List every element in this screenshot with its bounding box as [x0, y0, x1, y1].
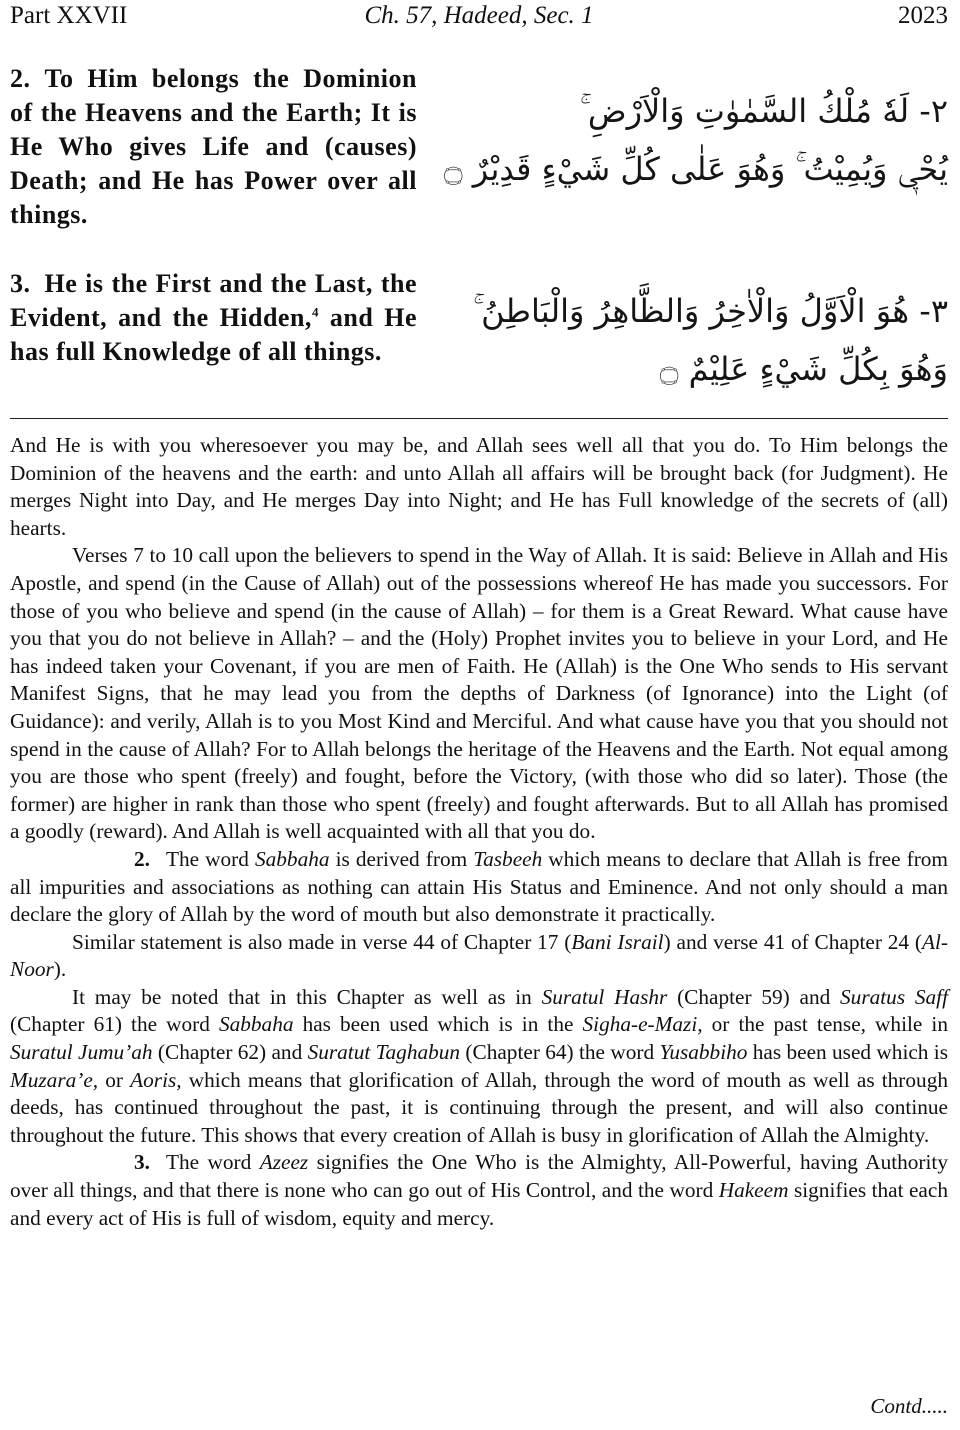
note-text: ). — [53, 957, 67, 982]
note-text: or — [98, 1067, 131, 1092]
verse-number: 2. — [10, 64, 31, 93]
italic-term: Yusabbiho — [659, 1040, 748, 1065]
italic-term: Hakeem — [718, 1178, 789, 1203]
note-text: (Chapter 62) and — [152, 1040, 308, 1065]
italic-term: Bani Israil — [571, 929, 664, 954]
italic-term: Sabbaha — [254, 846, 330, 871]
commentary-paragraph: Verses 7 to 10 call upon the believers to spend in the Way of Allah. It is said: Believe in Allah and His Apostle, and spend (in the Cause of Allah) out of the possessions whereof He has made you successors. For those of you who believe and spend (in the cause of Allah) – for them is a Great Reward. What cause have you that you do not believe in Allah? – and the (Holy) Prophet invites you to believe in your Lord, and He has indeed taken your Covenant, if you are men of Faith. He (Allah) is the One Who sends to His servant Manifest Signs, that he may lead you from the depths of Darkness (of Ignorance) into the Light (of Guidance): and verily, Allah is to you Most Kind and Merciful. And what cause have you that you should not spend in the cause of Allah? For to Allah belongs the heritage of the Heavens and the Earth. Not equal among you are those who spent (freely) and fought, before the Victory, (with those who did so later). Those (the former) are higher in rank than those who spent (freely) and fought afterwards. But to all Allah has promised a goodly (reward). And Allah is well acquainted with all that you do. — [10, 543, 948, 844]
note-text: has been used which is in the — [293, 1012, 583, 1037]
note-text: which means that glorification of Allah, through the word of mouth as well as through deeds, has continued throughout the past, it is continuing through the present, and will also continue throughout the future. This shows that every creation of Allah is busy in glorification of Allah the Almighty. — [10, 1067, 948, 1147]
verse-text: He is the First and the Last, the Evident, and the Hidden, — [10, 269, 417, 332]
note-text: It may be noted that in this Chapter as well as in — [72, 984, 542, 1009]
italic-term: Al-Noor — [10, 929, 949, 982]
italic-term: Azeez — [259, 1150, 309, 1175]
verse-2-arabic — [443, 82, 948, 198]
note-text: (Chapter 59) and — [667, 984, 841, 1009]
note-text: (Chapter 64) the word — [460, 1040, 660, 1065]
verse-3-translation — [10, 267, 417, 369]
note-text: has been used which is — [747, 1040, 948, 1065]
verse-text: To Him belongs the Dominion of the Heavens and the Earth; It is He Who gives Life and (causes) Death; and He has Power over all things. — [10, 64, 417, 229]
italic-term: Sigha-e-Mazi, — [582, 1012, 703, 1037]
arabic-line: ٣- هُوَ الْاَوَّلُ وَالْاٰخِرُ وَالظَّاهِرُ وَالْبَاطِنُ ۚ — [473, 292, 948, 330]
note-3 — [10, 1149, 948, 1232]
verse-3-arabic — [458, 282, 948, 398]
commentary-paragraph — [10, 929, 948, 984]
italic-term: Sabbaha — [218, 1012, 294, 1037]
italic-term: Suratus Saff — [840, 984, 948, 1009]
chapter-title: Ch. 57, Hadeed, Sec. 1 — [364, 2, 594, 29]
note-text: signifies that each and every act of His is full of wisdom, equity and mercy. — [10, 1178, 948, 1230]
italic-term: Muzara’e, — [10, 1067, 99, 1092]
section-divider — [10, 418, 948, 419]
note-number: 3. — [134, 1150, 150, 1175]
note-2 — [10, 846, 948, 929]
italic-term: Suratul Hashr — [541, 984, 668, 1009]
arabic-line: وَهُوَ بِكُلِّ شَيْءٍ عَلِيْمٌ ۝ — [659, 350, 948, 388]
note-text: The word — [165, 846, 255, 871]
note-text: is derived from — [329, 846, 474, 871]
italic-term: Suratul Jumu’ah — [10, 1040, 153, 1065]
italic-term: Suratut Taghabun — [307, 1040, 461, 1065]
continued-label: Contd..... — [870, 1394, 948, 1418]
note-text: ) and verse 41 of Chapter 24 ( — [663, 929, 922, 954]
commentary-paragraph — [10, 984, 948, 1150]
commentary — [10, 432, 948, 1232]
arabic-line: ٢- لَهٗ مُلْكُ السَّمٰوٰتِ وَالْاَرْضِ ۚ — [579, 92, 948, 130]
note-text: Similar statement is also made in verse 44 of Chapter 17 ( — [72, 929, 572, 954]
arabic-line: يُحْيٖ وَيُمِيْتُ ۚ وَهُوَ عَلٰى كُلِّ شَيْءٍ قَدِيْرٌ ۝ — [443, 150, 948, 188]
note-text: which means to declare that Allah is free from all impurities and associations as nothing can attain His Status and Eminence. And not only should a man declare the glory of Allah by the word of mouth but also demonstrate it practically. — [10, 846, 949, 927]
note-text: signifies the One Who is the Almighty, All-Powerful, having Authority over all things, and that there is none who can go out of His Control, and the word — [10, 1150, 949, 1203]
note-text: The word — [165, 1150, 260, 1175]
commentary-paragraph: And He is with you wheresoever you may be, and Allah sees well all that you do. To Him belongs the Dominion of the heavens and the earth: and unto Allah all affairs will be brought back (for Judgment). He merges Night into Day, and He merges Day into Night; and He has Full knowledge of the secrets of (all) hearts. — [10, 433, 948, 540]
part-label: Part XXVII — [10, 2, 128, 29]
page-header — [10, 2, 948, 38]
note-number: 2. — [134, 846, 150, 871]
note-text: or the past tense, while in — [702, 1012, 948, 1037]
verse-number: 3. — [10, 269, 31, 298]
verse-text: and He has full Knowledge of all things. — [10, 303, 417, 366]
footnote-marker: 4 — [311, 304, 319, 320]
page-number: 2023 — [898, 2, 948, 29]
verse-2-translation — [10, 62, 417, 232]
italic-term: Tasbeeh — [473, 846, 543, 871]
italic-term: Aoris, — [130, 1067, 182, 1092]
note-text: (Chapter 61) the word — [10, 1012, 219, 1037]
